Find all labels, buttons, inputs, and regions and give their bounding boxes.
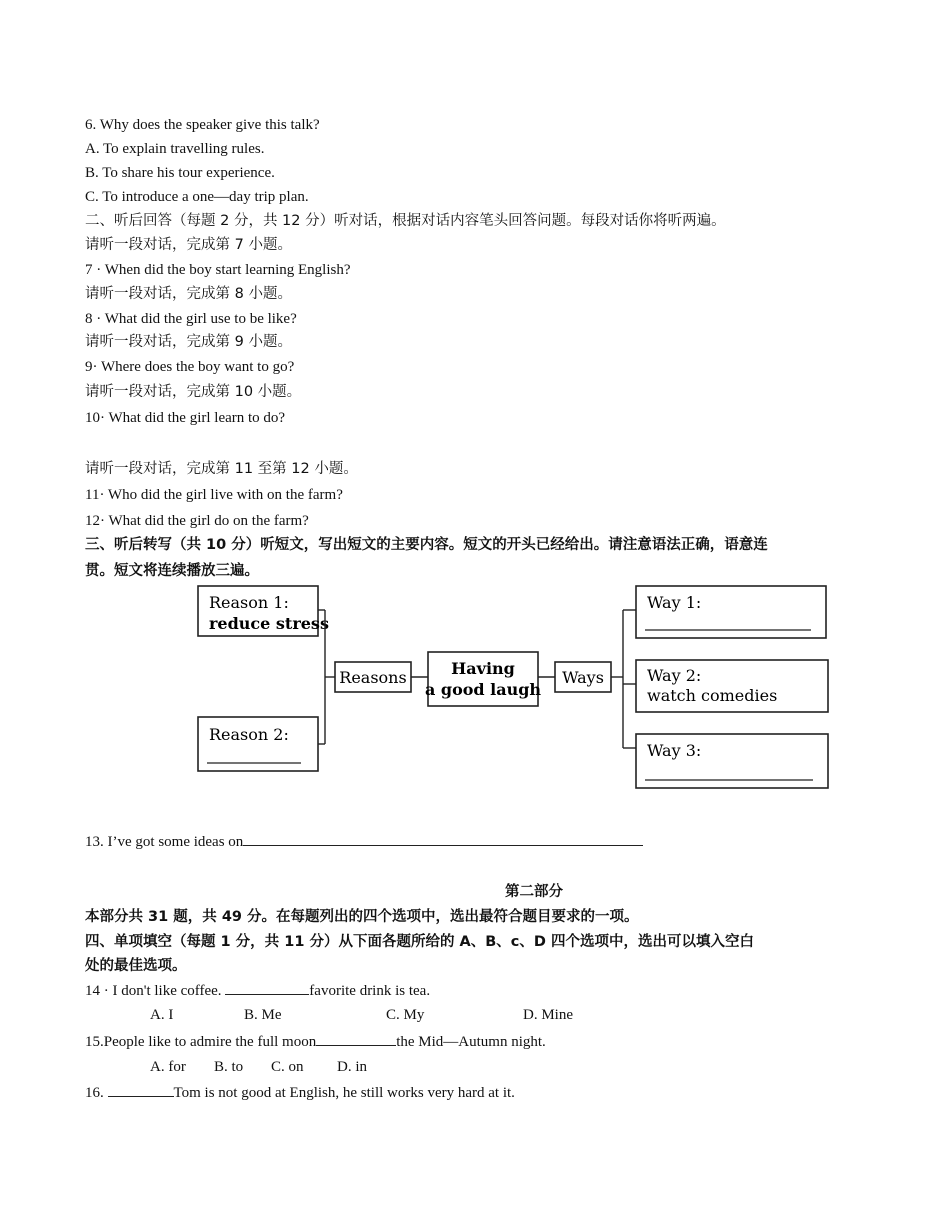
instruction-7: 请听一段对话，完成第 7 小题。 (85, 237, 292, 253)
section-2-heading: 二、听后回答（每题 2 分，共 12 分）听对话，根据对话内容笔头回答问题。每段对话你将听两遍。 (85, 213, 726, 229)
center-box (425, 652, 541, 706)
question-15-post: the Mid—Autumn night. (396, 1034, 546, 1050)
question-16 (85, 1082, 515, 1103)
reason-1-box (198, 586, 329, 636)
question-13-text: 13. I’ve got some ideas on (85, 834, 244, 850)
way-3-box (636, 734, 828, 788)
question-15 (85, 1031, 546, 1052)
option-6a: A. To explain travelling rules. (85, 141, 265, 157)
question-8: 8 · What did the girl use to be like? (85, 311, 297, 327)
reason-1-title: Reason 1: (209, 593, 289, 612)
reason-2-box (198, 717, 318, 771)
part-2-intro: 本部分共 31 题，共 49 分。在每题列出的四个选项中，选出最符合题目要求的一项。 (85, 909, 639, 925)
question-12: 12· What did the girl do on the farm? (85, 513, 309, 529)
question-16-post: Tom is not good at English, he still works very hard at it. (173, 1085, 515, 1101)
question-14 (85, 980, 430, 1001)
option-14c[interactable]: C. My (386, 1007, 425, 1023)
question-15-pre: 15.People like to admire the full moon (85, 1034, 317, 1050)
question-9: 9· Where does the boy want to go? (85, 359, 295, 375)
option-6b: B. To share his tour experience. (85, 165, 275, 181)
part-2-title: 第二部分 (505, 884, 563, 900)
question-13-blank[interactable] (243, 831, 643, 846)
question-15-blank[interactable] (316, 1031, 396, 1046)
option-6c: C. To introduce a one—day trip plan. (85, 189, 309, 205)
option-15c[interactable]: C. on (271, 1059, 304, 1075)
question-10: 10· What did the girl learn to do? (85, 410, 286, 426)
question-14-blank[interactable] (225, 980, 309, 995)
way-1-title: Way 1: (647, 593, 702, 612)
option-14d[interactable]: D. Mine (523, 1007, 573, 1023)
section-4-heading-line2: 处的最佳选项。 (85, 958, 187, 974)
option-14a[interactable]: A. I (150, 1007, 174, 1023)
option-15a[interactable]: A. for (150, 1059, 186, 1075)
right-bracket (611, 610, 636, 748)
question-16-pre: 16. (85, 1085, 108, 1101)
question-6: 6. Why does the speaker give this talk? (85, 117, 320, 133)
option-14b[interactable]: B. Me (244, 1007, 282, 1023)
way-2-text: watch comedies (647, 686, 778, 705)
mind-map-diagram (195, 580, 835, 800)
way-2-title: Way 2: (647, 666, 702, 685)
question-14-pre: 14 · I don't like coffee. (85, 983, 226, 999)
instruction-10: 请听一段对话，完成第 10 小题。 (85, 384, 302, 400)
question-7: 7 · When did the boy start learning English? (85, 262, 351, 278)
section-4-heading-line1: 四、单项填空（每题 1 分，共 11 分）从下面各题所给的 A、B、c、D 四个选项中，选出可以填入空白 (85, 934, 754, 950)
center-line-2: a good laugh (424, 680, 542, 699)
question-13 (85, 831, 643, 852)
way-1-box (636, 586, 826, 638)
ways-box (555, 662, 611, 692)
question-16-blank[interactable] (108, 1082, 174, 1097)
ways-label: Ways (562, 668, 604, 687)
reason-1-text: reduce stress (209, 614, 329, 633)
reason-2-title: Reason 2: (209, 725, 289, 744)
way-3-title: Way 3: (647, 741, 702, 760)
option-15d[interactable]: D. in (337, 1059, 367, 1075)
instruction-11-12: 请听一段对话，完成第 11 至第 12 小题。 (85, 461, 358, 477)
instruction-8: 请听一段对话，完成第 8 小题。 (85, 286, 292, 302)
section-3-heading-line2: 贯。短文将连续播放三遍。 (85, 563, 259, 579)
question-14-post: favorite drink is tea. (309, 983, 431, 999)
way-2-box (636, 660, 828, 712)
center-line-1: Having (451, 659, 515, 678)
question-11: 11· Who did the girl live with on the farm? (85, 487, 343, 503)
reasons-box (335, 662, 411, 692)
section-3-heading-line1: 三、听后转写（共 10 分）听短文，写出短文的主要内容。短文的开头已经给出。请注意语法正确，语意连 (85, 537, 768, 553)
reasons-label: Reasons (339, 668, 407, 687)
option-15b[interactable]: B. to (214, 1059, 244, 1075)
instruction-9: 请听一段对话，完成第 9 小题。 (85, 334, 292, 350)
